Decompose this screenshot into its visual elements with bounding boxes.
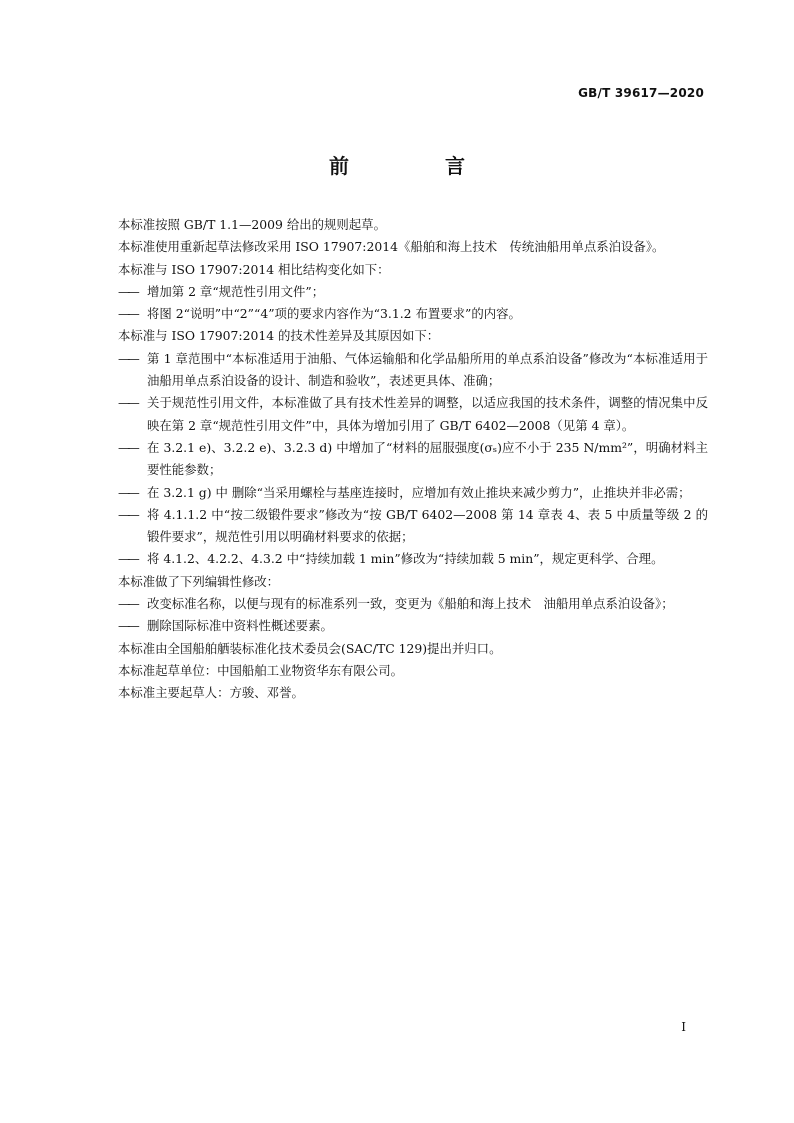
list-item-text: 在 3.2.1 g) 中 删除“当采用螺栓与基座连接时，应增加有效止推块来减少剪力”，止推块并非必需； (147, 484, 691, 500)
list-item (118, 281, 708, 303)
dash-marker: —— (118, 395, 137, 411)
list-item (118, 437, 708, 482)
paragraph-proposer: 本标准由全国船舶舾装标准化技术委员会(SAC/TC 129)提出并归口。 (118, 640, 502, 656)
list-item-text: 在 3.2.1 e)、3.2.2 e)、3.2.3 d) 中增加了“材料的屈服强度(σₛ)应不小于 235 N/mm²”，明确材料主要性能参数； (147, 439, 708, 478)
foreword-body (118, 214, 708, 705)
dash-marker: —— (118, 596, 137, 612)
page-number: I (681, 1020, 686, 1034)
list-item (118, 548, 708, 570)
dash-marker: —— (118, 506, 137, 522)
page-title: 前 言 (329, 154, 503, 178)
paragraph-drafting-unit: 本标准起草单位：中国船舶工业物资华东有限公司。 (118, 662, 403, 678)
dash-marker: —— (118, 618, 137, 634)
list-item (118, 593, 708, 615)
dash-marker: —— (118, 283, 137, 299)
dash-marker: —— (118, 306, 137, 322)
dash-marker: —— (118, 439, 137, 455)
list-item (118, 615, 708, 637)
paragraph-drafters: 本标准主要起草人：方骏、邓誉。 (118, 685, 304, 701)
paragraph-drafting-rules: 本标准按照 GB/T 1.1—2009 给出的规则起草。 (118, 217, 386, 232)
dash-marker: —— (118, 551, 137, 567)
list-item-text: 将图 2“说明”中“2”“4”项的要求内容作为“3.1.2 布置要求”的内容。 (147, 306, 521, 322)
standard-code-header: GB/T 39617—2020 (578, 86, 704, 100)
list-item-text: 关于规范性引用文件，本标准做了具有技术性差异的调整，以适应我国的技术条件，调整的情况集中反映在第 2 章“规范性引用文件”中，具体为增加引用了 GB/T 6402—2008（见第 4 章）。 (147, 395, 708, 433)
list-item-text: 增加第 2 章“规范性引用文件”； (147, 283, 325, 299)
list-item-text: 将 4.1.2、4.2.2、4.3.2 中“持续加载 1 min”修改为“持续加载 5 min”，规定更科学、合理。 (147, 551, 664, 567)
list-item (118, 303, 708, 325)
list-item-text: 改变标准名称，以便与现有的标准系列一致，变更为《船舶和海上技术 油船用单点系泊设备》； (147, 596, 674, 612)
dash-marker: —— (118, 484, 137, 500)
paragraph-technical-differences: 本标准与 ISO 17907:2014 的技术性差异及其原因如下： (118, 328, 440, 344)
dash-marker: —— (118, 350, 137, 366)
paragraph-adoption-method: 本标准使用重新起草法修改采用 ISO 17907:2014《船舶和海上技术 传统油船用单点系泊设备》。 (118, 239, 665, 255)
list-item (118, 392, 708, 437)
list-item (118, 482, 708, 504)
paragraph-editorial-changes: 本标准做了下列编辑性修改： (118, 573, 280, 589)
list-item (118, 504, 708, 549)
list-item-text: 第 1 章范围中“本标准适用于油船、气体运输船和化学品船所用的单点系泊设备”修改为“本标准适用于油船用单点系泊设备的设计、制造和验收”，表述更具体、准确； (147, 350, 708, 389)
list-item-text: 删除国际标准中资料性概述要素。 (147, 618, 333, 634)
paragraph-structural-changes: 本标准与 ISO 17907:2014 相比结构变化如下： (118, 261, 390, 277)
list-item-text: 将 4.1.1.2 中“按二级锻件要求”修改为“按 GB/T 6402—2008 第 14 章表 4、表 5 中质量等级 2 的锻件要求”，规范性引用以明确材料要求的依据； (147, 506, 708, 545)
list-item (118, 348, 708, 393)
